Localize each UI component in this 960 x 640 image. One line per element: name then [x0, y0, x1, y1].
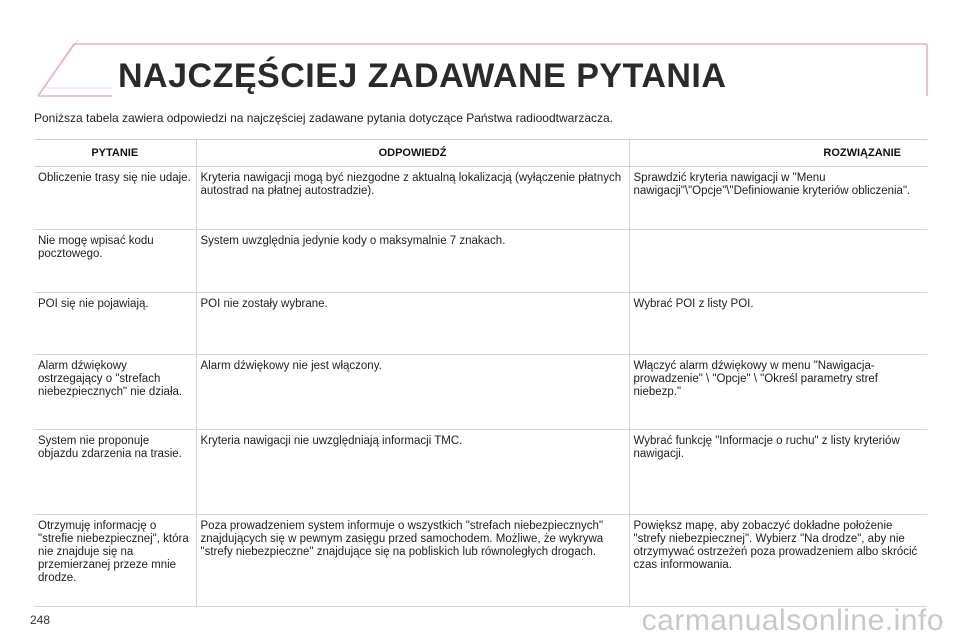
answer-cell: Poza prowadzeniem system informuje o wszystkich "strefach niebezpiecznych" znajdujących się w pewnym zasięgu przed samochodem. Możliwe, że wykrywa "strefy niebezpieczne" znajdujące się na pobliskich lub równoległych drogach. — [196, 515, 629, 607]
question-cell: Otrzymuję informację o "strefie niebezpiecznej", która nie znajduje się na przemierzanej przeze mnie drodze. — [34, 515, 196, 607]
question-cell: Nie mogę wpisać kodu pocztowego. — [34, 230, 196, 293]
column-header-answer: ODPOWIEDŹ — [196, 140, 629, 167]
answer-cell: Kryteria nawigacji nie uwzględniają informacji TMC. — [196, 430, 629, 515]
solution-cell — [629, 230, 927, 293]
table-row — [34, 230, 927, 293]
answer-cell: Kryteria nawigacji mogą być niezgodne z aktualną lokalizacją (wyłączenie płatnych autostrad na płatnej autostradzie). — [196, 167, 629, 230]
column-header-solution: ROZWIĄZANIE — [629, 140, 927, 167]
solution-cell: Wybrać funkcję "Informacje o ruchu" z listy kryteriów nawigacji. — [629, 430, 927, 515]
question-cell: POI się nie pojawiają. — [34, 293, 196, 355]
table-row — [34, 167, 927, 230]
question-cell: Alarm dźwiękowy ostrzegający o "strefach niebezpiecznych" nie działa. — [34, 355, 196, 430]
answer-cell: Alarm dźwiękowy nie jest włączony. — [196, 355, 629, 430]
intro-text: Poniższa tabela zawiera odpowiedzi na najczęściej zadawane pytania dotyczące Państwa radioodtwarzacza. — [34, 111, 613, 125]
table-row — [34, 515, 927, 607]
solution-cell: Sprawdzić kryteria nawigacji w "Menu nawigacji"\"Opcje"\"Definiowanie kryteriów obliczenia". — [629, 167, 927, 230]
answer-cell: POI nie zostały wybrane. — [196, 293, 629, 355]
page-title: NAJCZĘŚCIEJ ZADAWANE PYTANIA — [118, 57, 727, 95]
solution-cell: Wybrać POI z listy POI. — [629, 293, 927, 355]
table-row — [34, 293, 927, 355]
solution-cell: Włączyć alarm dźwiękowy w menu "Nawigacja-prowadzenie" \ "Opcje" \ "Określ parametry stref niebezp." — [629, 355, 927, 430]
table-header-row — [34, 140, 927, 167]
watermark: carmanualsonline.info — [641, 604, 944, 637]
column-header-question: PYTANIE — [34, 140, 196, 167]
table-row — [34, 430, 927, 515]
answer-cell: System uwzględnia jedynie kody o maksymalnie 7 znakach. — [196, 230, 629, 293]
faq-table — [34, 139, 927, 607]
solution-cell: Powiększ mapę, aby zobaczyć dokładne położenie "strefy niebezpiecznej". Wybierz "Na drodze", aby nie otrzymywać ostrzeżeń poza prowadzeniem albo skrócić czas informowania. — [629, 515, 927, 607]
question-cell: System nie proponuje objazdu zdarzenia na trasie. — [34, 430, 196, 515]
page-number: 248 — [30, 613, 51, 627]
question-cell: Obliczenie trasy się nie udaje. — [34, 167, 196, 230]
table-row — [34, 355, 927, 430]
